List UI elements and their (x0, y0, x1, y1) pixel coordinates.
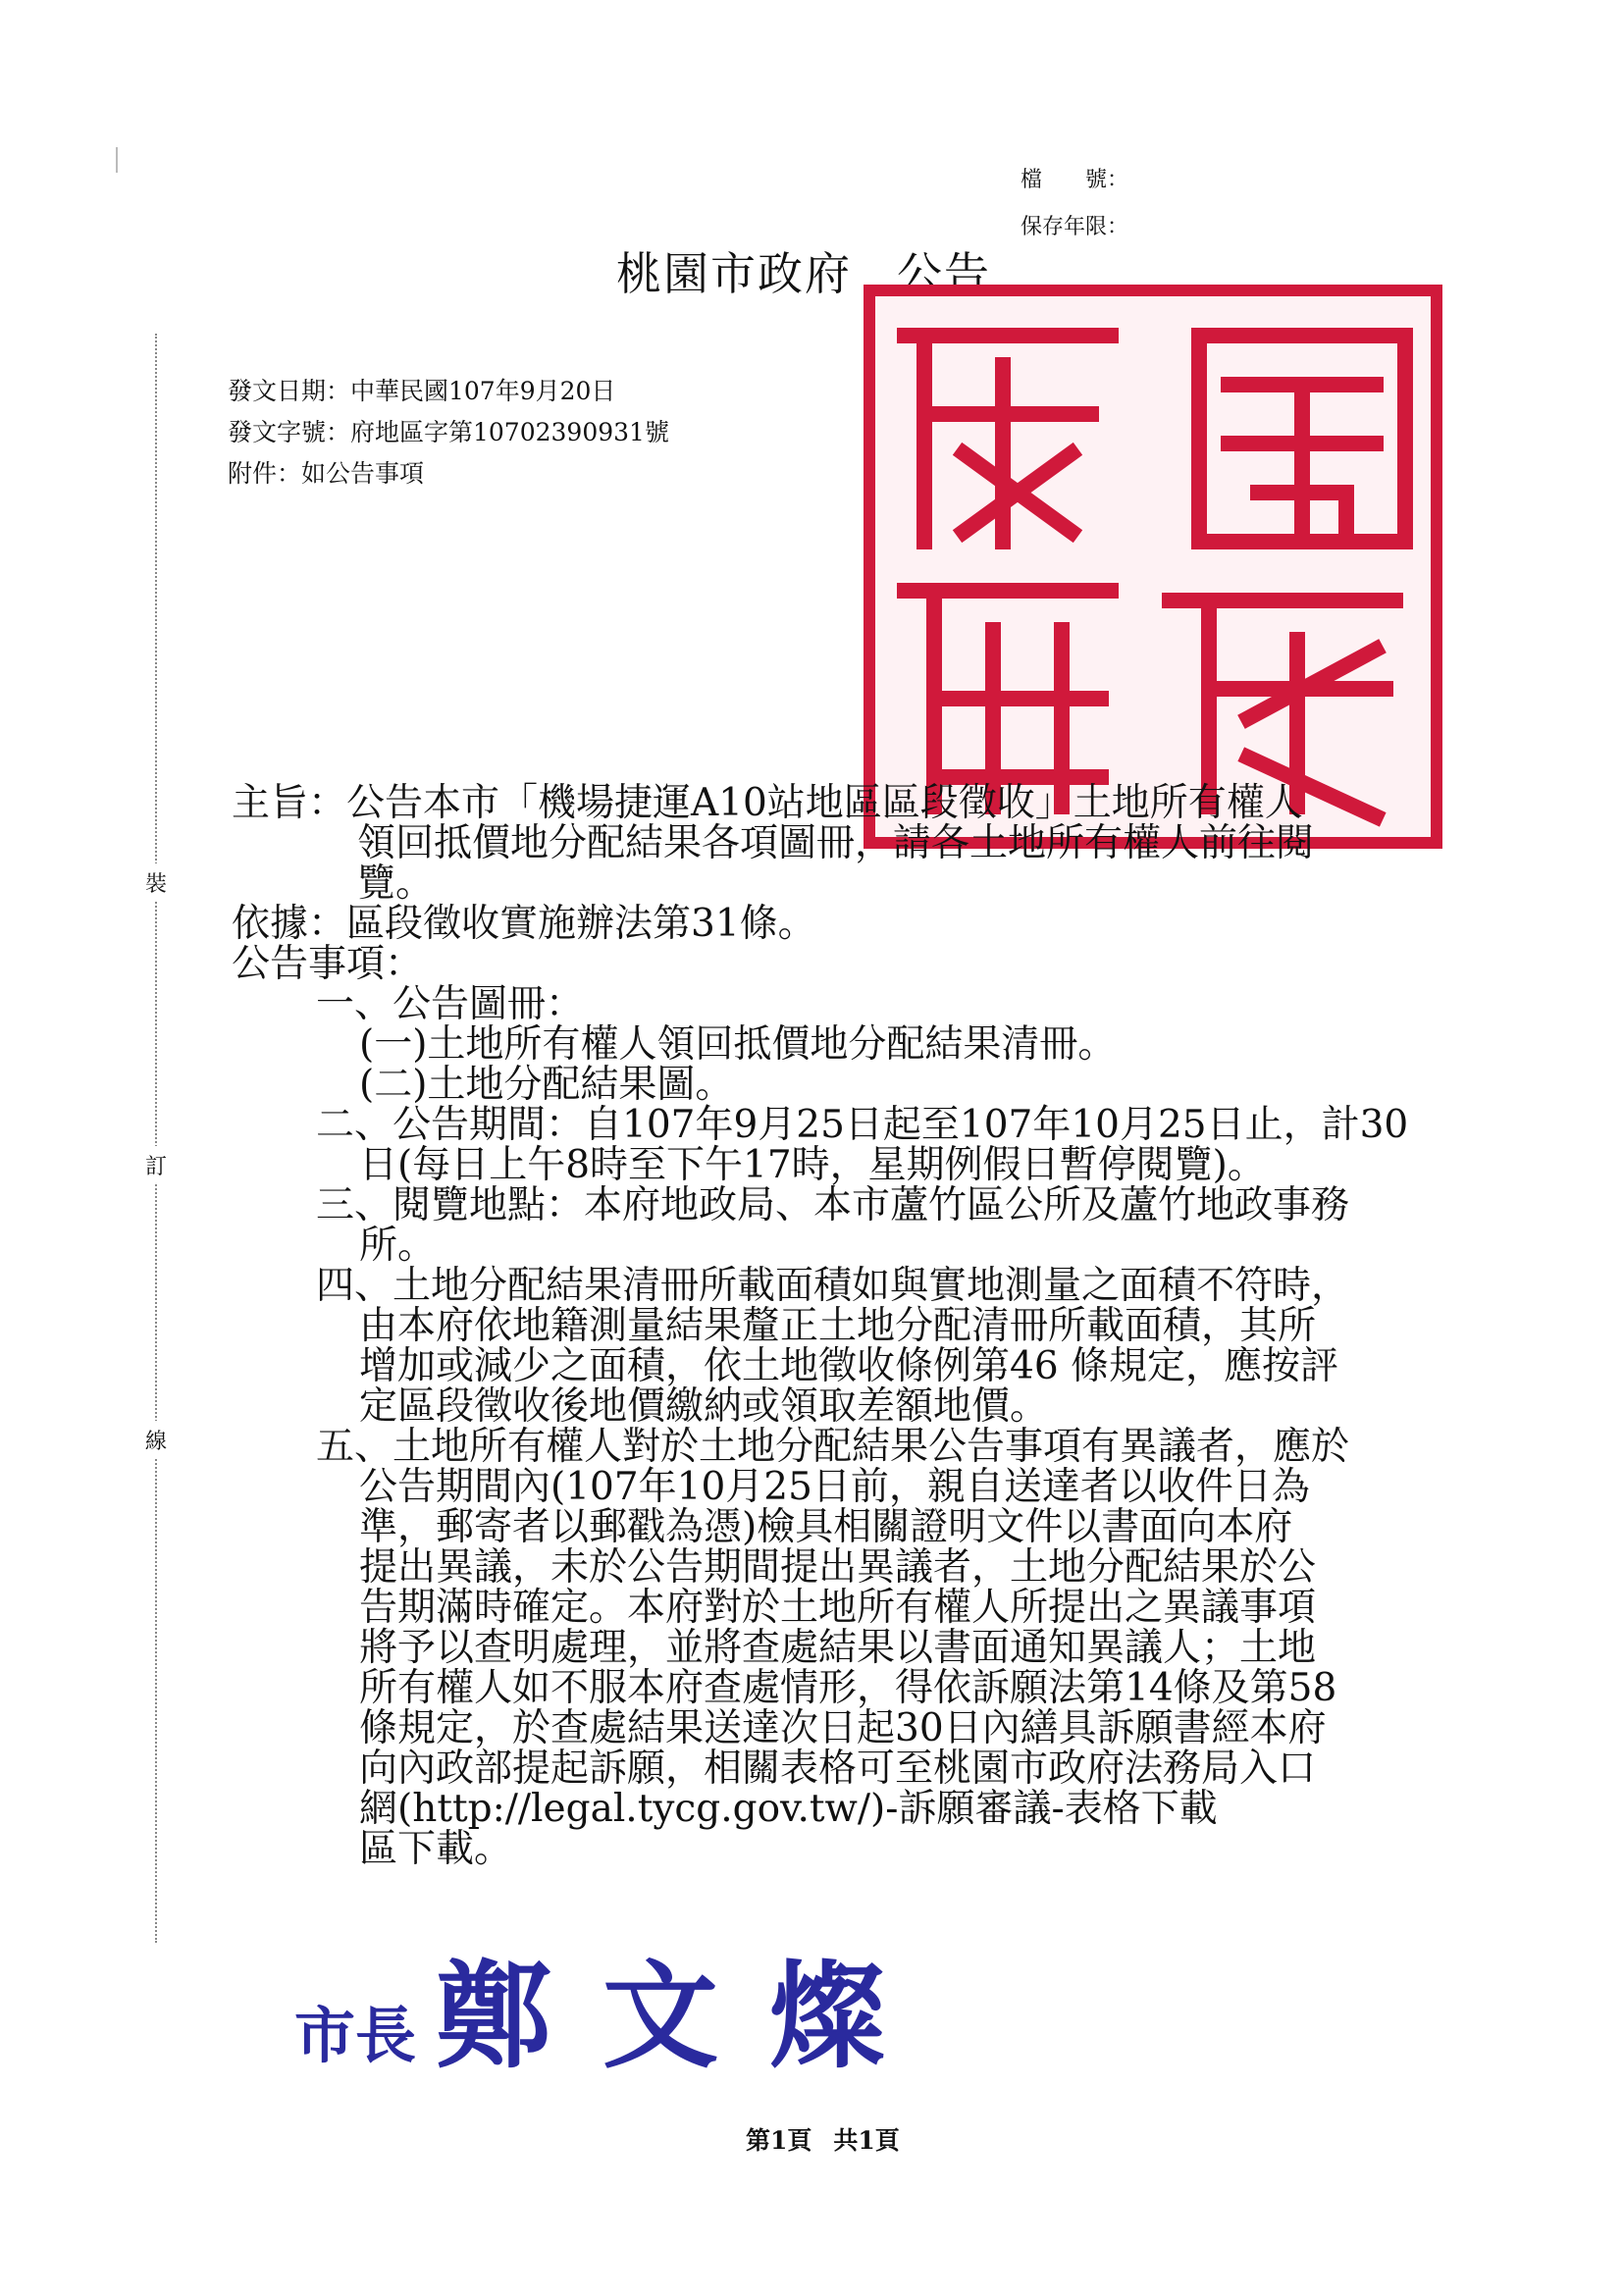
item-2-line-2: 日(每日上午8時至下午17時，星期例假日暫停閱覽)。 (359, 1143, 1266, 1187)
filing-info (1021, 157, 1128, 251)
item-4-line-3: 增加或減少之面積，依土地徵收條例第46 條規定，應按評 (359, 1344, 1339, 1388)
item-5-line-7: 所有權人如不服本府查處情形，得依訴願法第14條及第58 (359, 1666, 1337, 1710)
binding-mark-xian: 線 (145, 1421, 167, 1459)
item-1-heading: 一、公告圖冊： (316, 982, 585, 1026)
official-seal (864, 285, 1442, 849)
binding-mark-ding: 訂 (145, 1146, 167, 1184)
item-5-line-8: 條規定，於查處結果送達次日起30日內繕具訴願書經本府 (359, 1706, 1327, 1750)
item-5-line-4: 提出異議，未於公告期間提出異議者，土地分配結果於公 (359, 1545, 1317, 1590)
signature-title: 市長 (294, 2000, 417, 2071)
item-5-line-10: 網(http://legal.tycg.gov.tw/)-訴願審議-表格下載 (359, 1787, 1218, 1831)
archive-number-label: 檔 號： (1021, 168, 1129, 192)
binding-mark-zhuang: 裝 (145, 863, 167, 902)
item-5-line-11: 區下載。 (359, 1827, 513, 1871)
item-4-line-1: 四、土地分配結果清冊所載面積如與實地測量之面積不符時， (316, 1264, 1350, 1308)
scan-mark (116, 147, 118, 173)
item-5-line-6: 將予以查明處理，並將查處結果以書面通知異議人；土地 (359, 1626, 1317, 1670)
page-total: 共1頁 (833, 2126, 900, 2155)
item-4-line-4: 定區段徵收後地價繳納或領取差額地價。 (359, 1384, 1049, 1429)
item-1-sub-2: (二)土地分配結果圖。 (359, 1063, 734, 1107)
signature-name: 鄭文燦 (436, 1948, 937, 2084)
item-3-line-2: 所。 (359, 1224, 437, 1268)
item-2-line-1: 二、公告期間：自107年9月25日起至107年10月25日止，計30 (316, 1103, 1409, 1147)
item-5-line-3: 準，郵寄者以郵戳為憑)檢具相關證明文件以書面向本府 (359, 1505, 1293, 1549)
subject-line-1: 主旨：公告本市「機場捷運A10站地區區段徵收」土地所有權人 (232, 781, 1303, 825)
item-5-line-1: 五、土地所有權人對於土地分配結果公告事項有異議者，應於 (316, 1425, 1350, 1469)
reference-number: 發文字號：府地區字第10702390931號 (228, 418, 669, 446)
item-5-line-5: 告期滿時確定。本府對於土地所有權人所提出之異議事項 (359, 1586, 1317, 1630)
announcement-body (232, 783, 1439, 1869)
retention-period-label: 保存年限： (1021, 215, 1129, 239)
subject-line-2: 領回抵價地分配結果各項圖冊，請各土地所有權人前往閱 (357, 821, 1315, 865)
item-3-line-1: 三、閱覽地點：本府地政局、本市蘆竹區公所及蘆竹地政事務 (316, 1183, 1350, 1227)
page-footer (746, 2121, 900, 2157)
item-5-line-2: 公告期間內(107年10月25日前，親自送達者以收件日為 (359, 1465, 1310, 1509)
items-heading: 公告事項： (232, 942, 424, 986)
binding-line (155, 334, 157, 1943)
document-type: 公告 (897, 247, 991, 300)
subject-line-3: 覽。 (357, 861, 435, 906)
mayor-signature (294, 1923, 936, 2090)
issue-date: 發文日期：中華民國107年9月20日 (228, 377, 616, 405)
issuing-organization: 桃園市政府 (616, 247, 852, 300)
item-5-line-9: 向內政部提起訴願，相關表格可至桃園市政府法務局入口 (359, 1747, 1317, 1791)
seal-calligraphy-icon (875, 296, 1431, 837)
attachment-note: 附件：如公告事項 (228, 459, 425, 488)
document-meta (228, 371, 669, 495)
item-4-line-2: 由本府依地籍測量結果釐正土地分配清冊所載面積，其所 (359, 1304, 1317, 1348)
item-1-sub-1: (一)土地所有權人領回抵價地分配結果清冊。 (359, 1022, 1117, 1067)
page-number: 第1頁 (746, 2126, 812, 2155)
basis-line: 依據：區段徵收實施辦法第31條。 (232, 902, 816, 946)
